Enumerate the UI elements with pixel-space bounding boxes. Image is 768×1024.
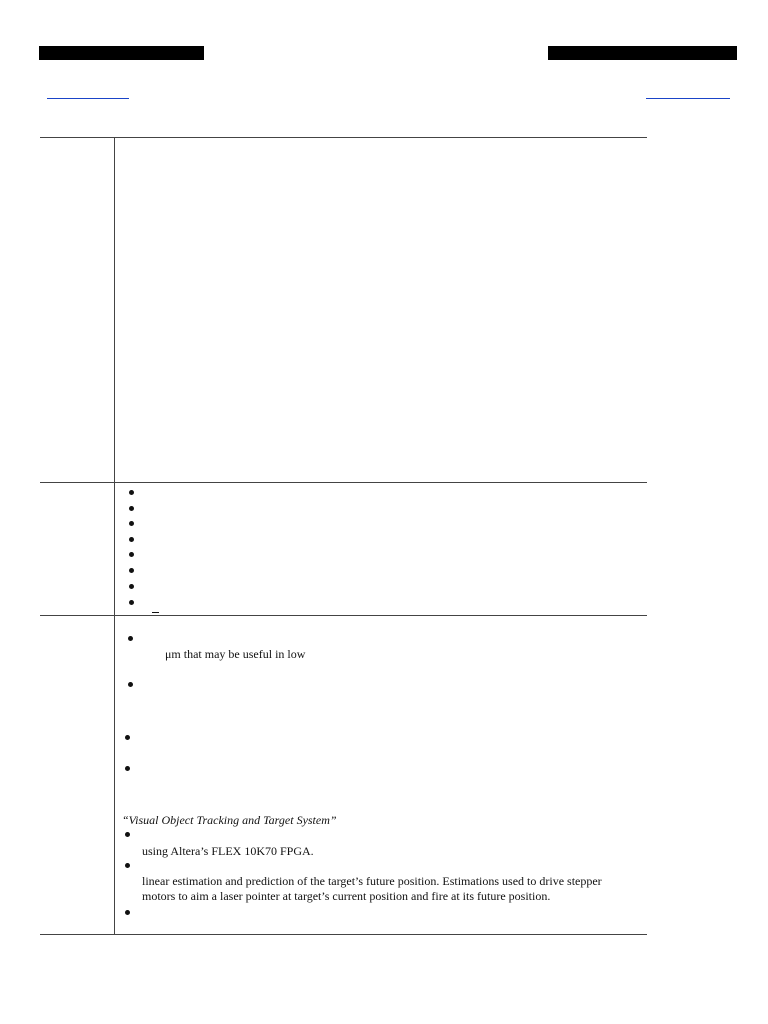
- project-title: “Visual Object Tracking and Target System”: [122, 813, 337, 827]
- redacted-contact-bar: [548, 46, 737, 60]
- list-item-bullet: [128, 636, 133, 641]
- list-item-bullet: [129, 521, 134, 526]
- redacted-name-bar: [39, 46, 204, 60]
- list-item-bullet: [128, 682, 133, 687]
- project-item-text: linear estimation and prediction of the target’s future position. Estimations used to drive stepper: [142, 874, 602, 888]
- table-rule-row2: [40, 615, 647, 616]
- table-rule-top: [40, 137, 647, 138]
- list-item-bullet: [129, 600, 134, 605]
- header-link-left[interactable]: [47, 98, 129, 99]
- table-column-divider: [114, 137, 115, 935]
- list-item-bullet: [125, 910, 130, 915]
- list-item-bullet: [129, 537, 134, 542]
- table-rule-bottom: [40, 934, 647, 935]
- list-item-bullet: [129, 506, 134, 511]
- list-item-bullet: [125, 766, 130, 771]
- dash-mark: [152, 612, 159, 613]
- list-item-bullet: [129, 552, 134, 557]
- project-item-text: motors to aim a laser pointer at target’s current position and fire at its future position.: [142, 889, 551, 903]
- project-item-text: using Altera’s FLEX 10K70 FPGA.: [142, 844, 314, 858]
- list-item-bullet: [129, 584, 134, 589]
- header-link-right[interactable]: [646, 98, 730, 99]
- list-item-bullet: [125, 832, 130, 837]
- table-rule-row1: [40, 482, 647, 483]
- list-item-bullet: [125, 863, 130, 868]
- project-detail-text: μm that may be useful in low: [165, 647, 306, 661]
- list-item-bullet: [129, 568, 134, 573]
- list-item-bullet: [125, 735, 130, 740]
- list-item-bullet: [129, 490, 134, 495]
